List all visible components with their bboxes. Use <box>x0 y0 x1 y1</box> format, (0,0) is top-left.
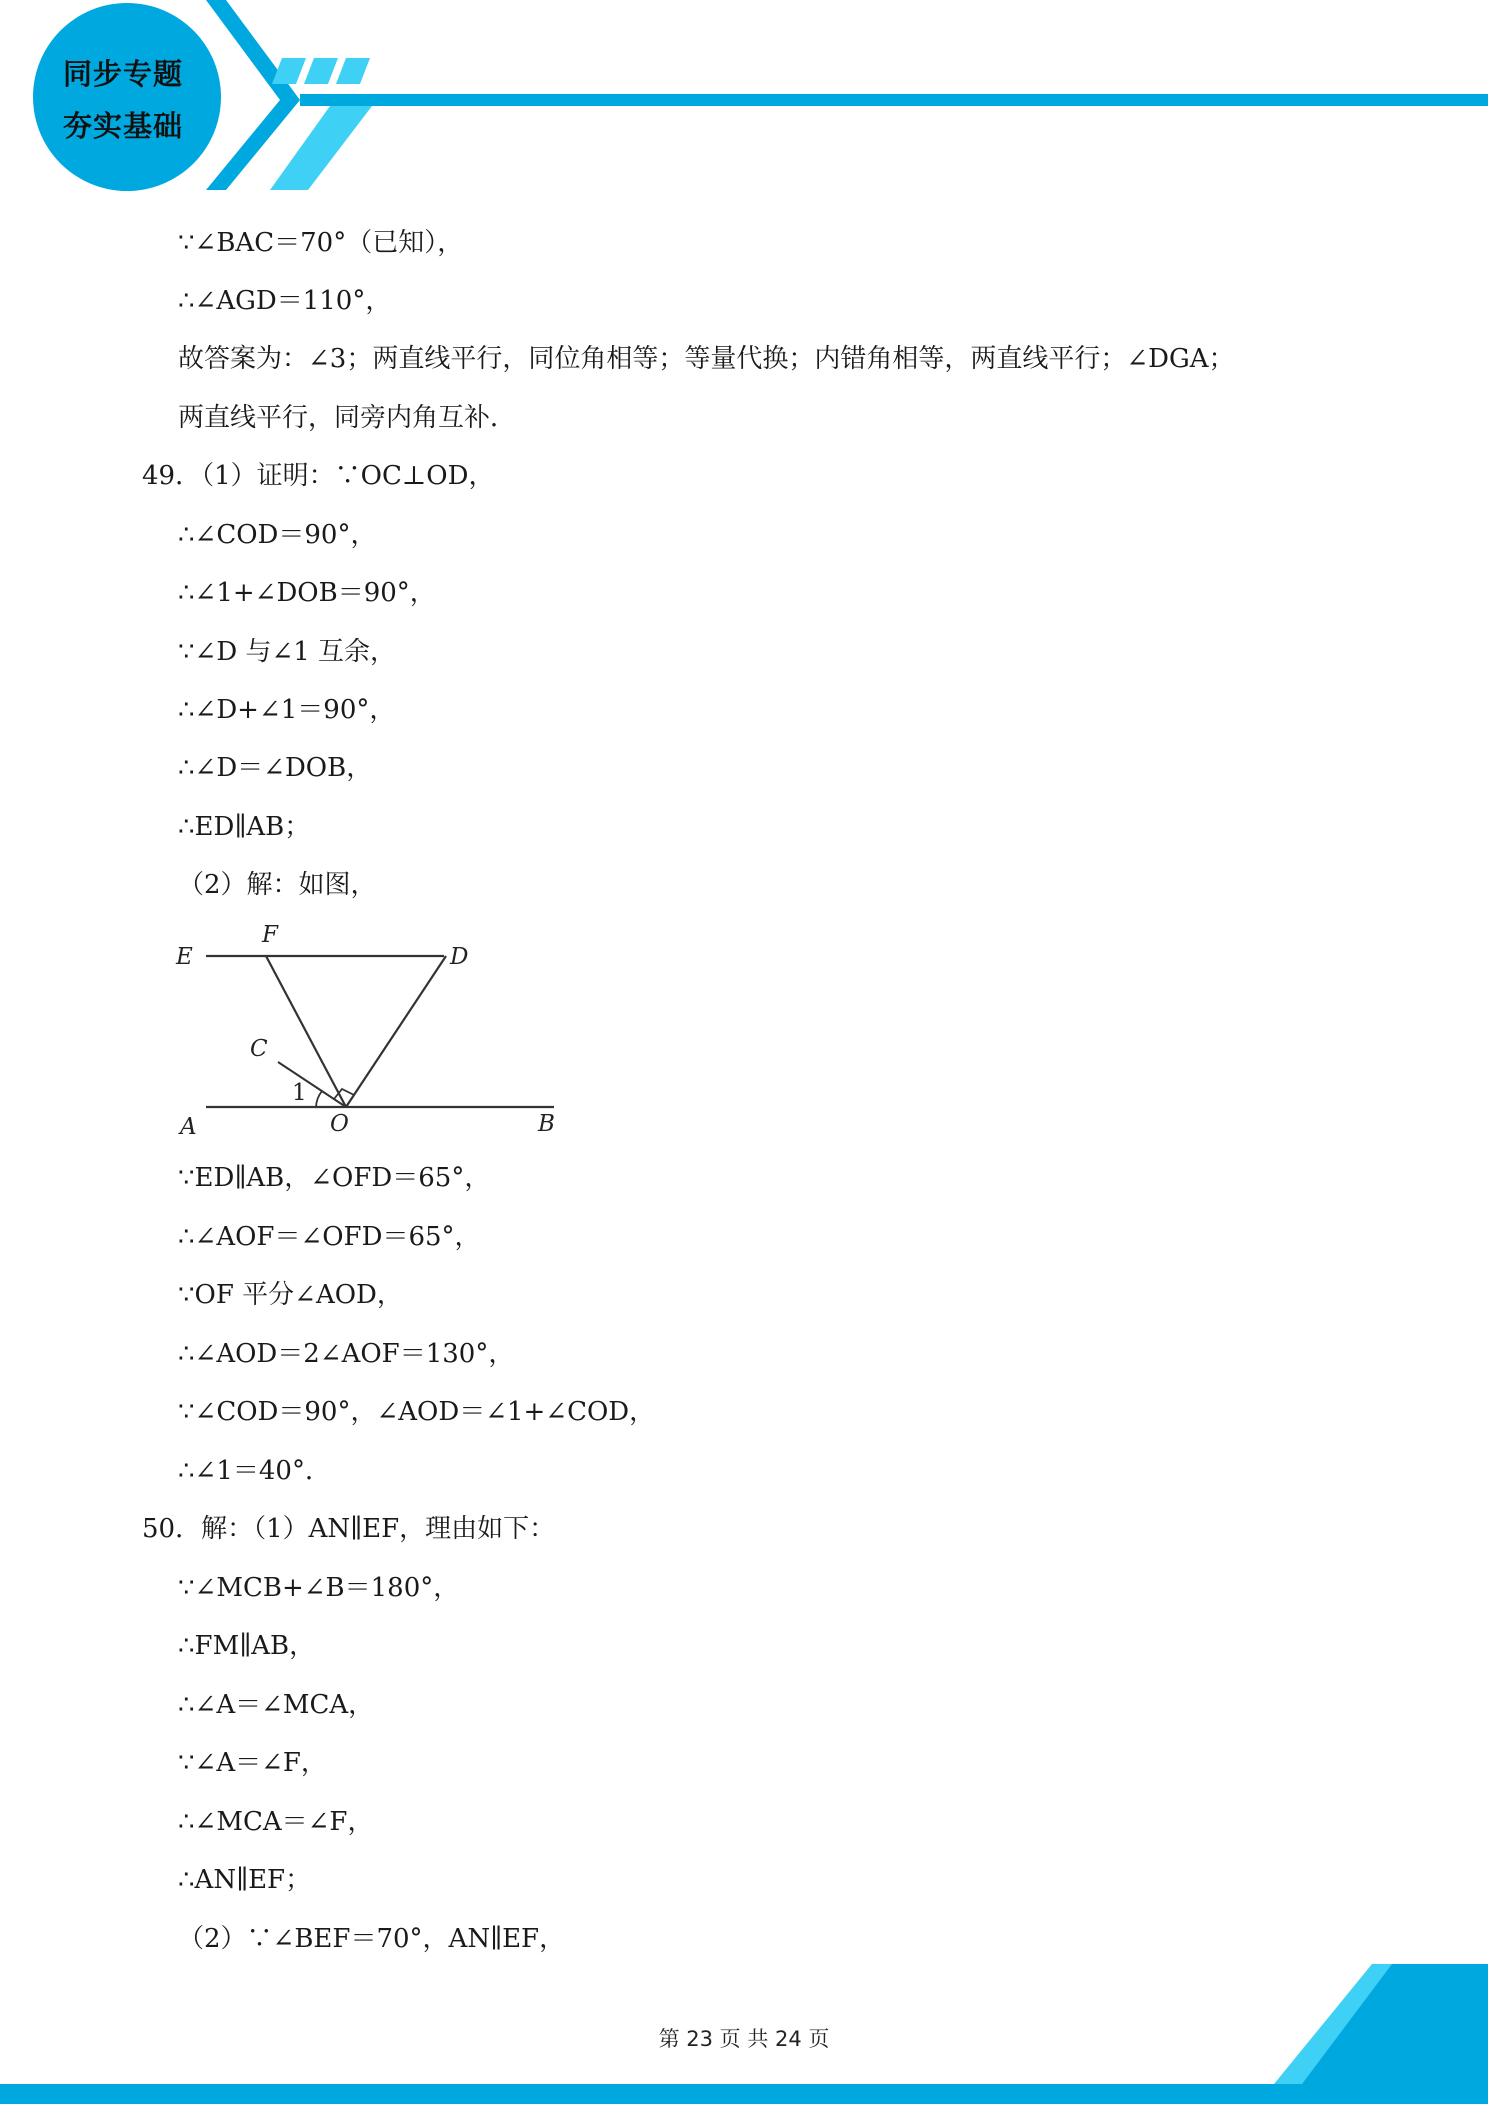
segment-od <box>346 956 446 1107</box>
footer-banner <box>0 1964 1488 2104</box>
text-line: ∵OF 平分∠AOD， <box>178 1280 403 1310</box>
text-line: 故答案为：∠3；两直线平行，同位角相等；等量代换；内错角相等，两直线平行；∠DGA； <box>178 344 1235 374</box>
label-d: D <box>450 944 469 970</box>
header-rule <box>300 94 1488 106</box>
text-line: ∴∠D+∠1＝90°， <box>178 695 396 725</box>
text-line: ∴∠AOF＝∠OFD＝65°， <box>178 1222 481 1252</box>
text-line: ∵∠BAC＝70°（已知）， <box>178 228 464 258</box>
label-c: C <box>250 1036 268 1062</box>
text-line: ∵∠COD＝90°，∠AOD＝∠1+∠COD， <box>178 1397 656 1427</box>
page-number: 第 23 页 共 24 页 <box>658 2027 830 2051</box>
text-line: ∴∠MCA＝∠F， <box>178 1807 374 1837</box>
geometry-figure <box>170 918 570 1140</box>
text-line: ∴ED∥AB； <box>178 812 311 842</box>
text-line: 两直线平行，同旁内角互补． <box>178 403 517 433</box>
text-line: ∴FM∥AB， <box>178 1631 316 1661</box>
text-line: （2）∵∠BEF＝70°，AN∥EF， <box>178 1924 566 1954</box>
angle-1-arc <box>316 1091 322 1107</box>
header-slash <box>270 106 372 190</box>
problem-49-heading: 49．（1）证明：∵OC⊥OD， <box>142 461 495 491</box>
header-stripe-1 <box>272 58 306 84</box>
label-b: B <box>538 1111 555 1137</box>
label-e: E <box>176 944 193 970</box>
text-line: ∴∠COD＝90°， <box>178 520 377 550</box>
text-line: ∴∠AOD＝2∠AOF＝130°， <box>178 1339 515 1369</box>
text-line: ∵∠MCB+∠B＝180°， <box>178 1573 460 1603</box>
label-a: A <box>180 1114 197 1140</box>
text-line: ∵∠A＝∠F， <box>178 1748 327 1778</box>
header-badge-circle <box>33 3 221 191</box>
badge-line-1: 同步专题 <box>62 57 183 91</box>
label-f: F <box>262 922 278 948</box>
segment-oc <box>278 1062 346 1107</box>
text-line: ∴∠1+∠DOB＝90°， <box>178 578 436 608</box>
header-banner <box>0 0 1488 200</box>
label-1: 1 <box>292 1080 307 1106</box>
text-line: ∴AN∥EF； <box>178 1865 312 1895</box>
text-line: ∴∠AGD＝110°， <box>178 286 392 316</box>
header-stripe-2 <box>304 58 338 84</box>
problem-50-heading: 50．解：（1）AN∥EF，理由如下： <box>142 1514 556 1544</box>
footer-rule <box>0 2084 1488 2104</box>
header-stripe-3 <box>336 58 370 84</box>
text-line: ∴∠1＝40°． <box>178 1456 331 1486</box>
text-line: ∴∠A＝∠MCA， <box>178 1690 375 1720</box>
text-line: （2）解：如图， <box>178 870 377 900</box>
text-line: ∴∠D＝∠DOB， <box>178 753 373 783</box>
label-o: O <box>330 1111 349 1137</box>
badge-line-2: 夯实基础 <box>62 109 183 143</box>
text-line: ∵∠D 与∠1 互余， <box>178 637 397 667</box>
text-line: ∵ED∥AB，∠OFD＝65°， <box>178 1163 491 1193</box>
